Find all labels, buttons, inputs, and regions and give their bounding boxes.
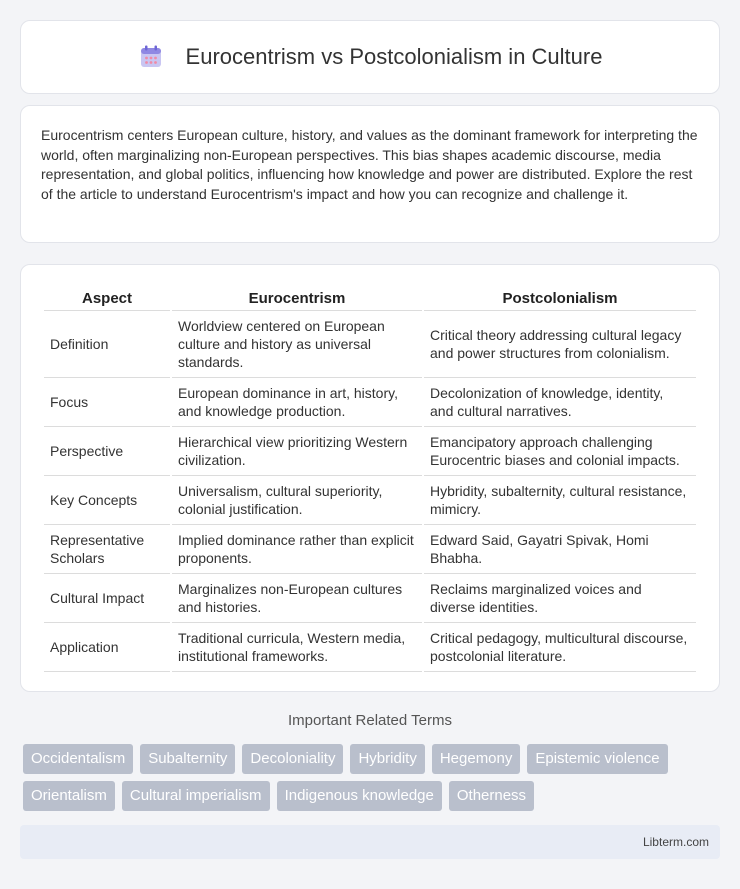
- header-eurocentrism: Eurocentrism: [172, 285, 422, 311]
- footer: [20, 825, 720, 859]
- tag-decoloniality[interactable]: Decoloniality: [242, 744, 343, 774]
- tag-occidentalism[interactable]: Occidentalism: [23, 744, 133, 774]
- cell-postcolonialism: Emancipatory approach challenging Eurocentric biases and colonial impacts.: [424, 427, 696, 476]
- cell-postcolonialism: Hybridity, subalternity, cultural resistance, mimicry.: [424, 476, 696, 525]
- comparison-table: [42, 285, 698, 672]
- header-postcolonialism: Postcolonialism: [424, 285, 696, 311]
- table-header-row: [44, 285, 696, 311]
- tag-hybridity[interactable]: Hybridity: [350, 744, 424, 774]
- table-row: [44, 476, 696, 525]
- table-row: [44, 525, 696, 574]
- table-row: [44, 574, 696, 623]
- cell-aspect: Key Concepts: [44, 476, 170, 525]
- intro-card: [20, 105, 720, 243]
- cell-eurocentrism: Traditional curricula, Western media, institutional frameworks.: [172, 623, 422, 672]
- tag-otherness[interactable]: Otherness: [449, 781, 534, 811]
- cell-postcolonialism: Critical theory addressing cultural legacy and power structures from colonialism.: [424, 311, 696, 378]
- table-row: [44, 623, 696, 672]
- cell-postcolonialism: Reclaims marginalized voices and diverse identities.: [424, 574, 696, 623]
- cell-aspect: Cultural Impact: [44, 574, 170, 623]
- related-terms-tags: [23, 744, 723, 811]
- intro-text: Eurocentrism centers European culture, history, and values as the dominant framework for interpreting the world, often marginalizing non-European perspectives. This bias shapes academic discourse, media representation, and global politics, influencing how knowledge and power are distributed. Explore the rest of the article to understand Eurocentrism's impact and how you can recognize and challenge it.: [41, 127, 698, 202]
- tag-subalternity[interactable]: Subalternity: [140, 744, 235, 774]
- cell-eurocentrism: Marginalizes non-European cultures and histories.: [172, 574, 422, 623]
- cell-aspect: Definition: [44, 311, 170, 378]
- cell-eurocentrism: Implied dominance rather than explicit proponents.: [172, 525, 422, 574]
- cell-postcolonialism: Edward Said, Gayatri Spivak, Homi Bhabha.: [424, 525, 696, 574]
- cell-aspect: Perspective: [44, 427, 170, 476]
- header-aspect: Aspect: [44, 285, 170, 311]
- tag-orientalism[interactable]: Orientalism: [23, 781, 115, 811]
- cell-eurocentrism: Worldview centered on European culture and history as universal standards.: [172, 311, 422, 378]
- related-terms-heading: Important Related Terms: [288, 712, 452, 729]
- cell-postcolonialism: Critical pedagogy, multicultural discourse, postcolonial literature.: [424, 623, 696, 672]
- cell-postcolonialism: Decolonization of knowledge, identity, and cultural narratives.: [424, 378, 696, 427]
- cell-eurocentrism: Hierarchical view prioritizing Western civilization.: [172, 427, 422, 476]
- table-row: [44, 311, 696, 378]
- cell-eurocentrism: European dominance in art, history, and knowledge production.: [172, 378, 422, 427]
- table-row: [44, 378, 696, 427]
- cell-eurocentrism: Universalism, cultural superiority, colonial justification.: [172, 476, 422, 525]
- footer-site-link[interactable]: Libterm.com: [642, 835, 709, 849]
- page-title: Eurocentrism vs Postcolonialism in Culture: [185, 44, 603, 69]
- cell-aspect: Application: [44, 623, 170, 672]
- tag-cultural-imperialism[interactable]: Cultural imperialism: [122, 781, 270, 811]
- table-row: [44, 427, 696, 476]
- tag-indigenous-knowledge[interactable]: Indigenous knowledge: [277, 781, 442, 811]
- calendar-icon: [138, 44, 164, 70]
- tag-epistemic-violence[interactable]: Epistemic violence: [527, 744, 667, 774]
- tag-hegemony[interactable]: Hegemony: [432, 744, 521, 774]
- comparison-table-card: [20, 264, 720, 692]
- title-card: [20, 20, 720, 94]
- cell-aspect: Representative Scholars: [44, 525, 170, 574]
- cell-aspect: Focus: [44, 378, 170, 427]
